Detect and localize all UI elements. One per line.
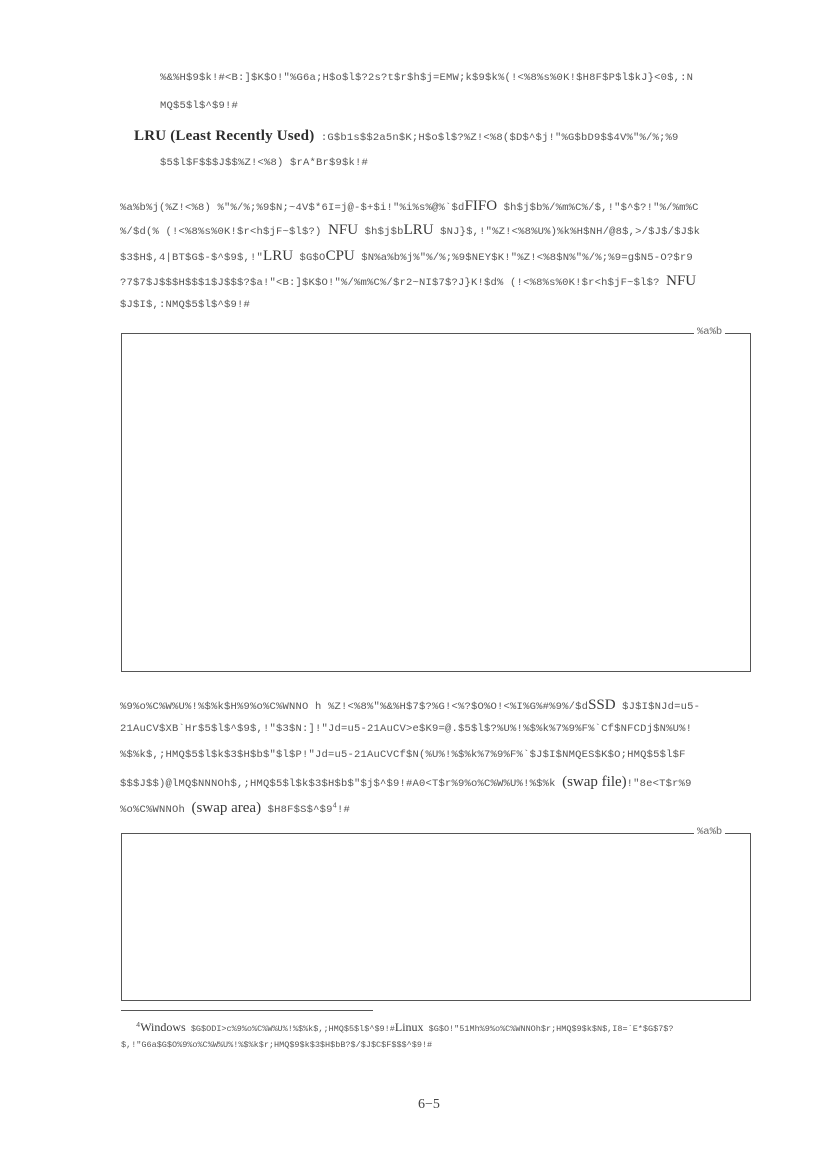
footnote-mark: 4 (136, 1022, 141, 1031)
figure-box-2 (121, 833, 751, 1001)
lru-definition-text: :G$b1s$$2a5n$K;H$o$l$?%Z!<%8( (320, 132, 510, 144)
paragraph-3-line-1 (120, 697, 700, 714)
swap-file-term: (swap file) (562, 774, 627, 790)
text-run: $G$ODI>c%9%o%C%W%U%!%$%k$,;HMQ$5$l$^$9!# (190, 1024, 395, 1034)
text-run: $NJ}$,!"%Z!<%8%U%)%k%H$NH/@8$,>/$J$/$J$k (440, 226, 701, 238)
cpu-term: CPU (325, 248, 355, 264)
paragraph-2-line-4 (120, 273, 696, 290)
windows-term: Windows (140, 1020, 186, 1034)
paragraph-2-line-5: $J$I$,:NMQ$5$l$^$9!# (120, 299, 251, 311)
page-number: 6−5 (418, 1097, 440, 1112)
nfu-term-2: NFU (666, 273, 697, 289)
paragraph-1-line-1: %&%H$9$k!#<B:]$K$O!"%G6a;H$o$l$?2s?t$r$h$j=EMW;k$9$k%(!<%8%s%0K!$H8F$P$l$kJ}<0$,:N (160, 72, 694, 84)
lru-definition-line-1 (134, 128, 678, 145)
figure-box-2-label: %a%b (694, 826, 725, 838)
paragraph-3-line-2: 21AuCV$XB`Hr$5$l$^$9$,!"$3$N:]!"Jd=u5-21AuCV>e$K9=@.$5$l$?%U%!%$%k%7%9%F%`Cf$NFCDj$N%U%! (120, 723, 693, 735)
text-run: %a%b%j(%Z!<%8) %"%/%;%9$N;~4V$*6I=j@-$+$i!"%i%s%@%`$d (120, 202, 465, 214)
text-run: $N%a%b%j%"%/%;%9$NEY$K!"%Z!<%8$N%"%/%;%9=g$N5-O?$r9 (361, 252, 693, 264)
lru-definition-text-tail: $D$^$j!"%G$bD9$$4V%"%/%;%9 (509, 132, 679, 144)
text-run: $h$j$b%/%m%C%/$,!"$^$?!"%/%m%C (503, 202, 699, 214)
paragraph-2-line-2 (120, 222, 700, 239)
paragraph-2-line-3 (120, 248, 693, 265)
text-run: $G$O (299, 252, 326, 264)
footnote-ref-4[interactable]: 4 (332, 802, 338, 811)
text-run: %o%C%WNNOh (120, 804, 186, 816)
text-run: %9%o%C%W%U%!%$%k$H%9%o%C%WNNO h %Z!<%8%"%&%H$7$?%G!<%?$O%O!<%I%G%#%9%/$d (120, 701, 589, 713)
figure-box-1-label: %a%b (694, 326, 725, 338)
text-run: $h$j$b (364, 226, 404, 238)
text-run: $$$J$$)@lMQ$NNNOh$,;HMQ$5$l$k$3$H$b$"$j$^$9!#A0<T$r%9%o%C%W%U%!%$%k (120, 778, 556, 790)
lru-term-inline: LRU (403, 222, 434, 238)
text-run: $H8F$S$^$9 (267, 804, 333, 816)
text-run: ?7$7$J$$$H$$$1$J$$$?$a!"<B:]$K$O!"%/%m%C%/$r2~NI$7$?J}K!$d% (!<%8%s%0K!$r<h$jF~$l$? (120, 277, 660, 289)
text-run: !# (337, 804, 351, 816)
text-run: !"8e<T$r%9 (626, 778, 692, 790)
lru-term-inline-2: LRU (263, 248, 294, 264)
nfu-term: NFU (328, 222, 359, 238)
linux-term: Linux (394, 1020, 424, 1034)
footnote-rule (121, 1010, 373, 1011)
footnote-line-1 (136, 1020, 674, 1035)
paragraph-3-line-5 (120, 800, 350, 817)
figure-box-1 (121, 333, 751, 672)
text-run: $3$H$,4|BT$G$-$^$9$,!" (120, 252, 264, 264)
paragraph-2-line-1 (120, 198, 699, 215)
footnote-line-2: $,!"G6a$G$O%9%o%C%W%U%!%$%k$r;HMQ$9$k$3$H$bB?$/$J$C$F$$$^$9!# (121, 1040, 433, 1050)
lru-term: LRU (Least Recently Used) (134, 128, 315, 144)
lru-definition-line-2: $5$l$F$$$J$$%Z!<%8) $rA*Br$9$k!# (160, 157, 369, 169)
text-run: $J$I$NJd=u5- (622, 701, 701, 713)
text-run: %/$d(% (!<%8%s%0K!$r<h$jF~$l$?) (120, 226, 322, 238)
paragraph-3-line-4 (120, 774, 692, 791)
paragraph-1-line-2: MQ$5$l$^$9!# (160, 100, 239, 112)
text-run: $G$O!"51Mh%9%o%C%WNNOh$r;HMQ$9$k$N$,I8=`E*$G$7$? (428, 1024, 674, 1034)
swap-area-term: (swap area) (191, 800, 262, 816)
paragraph-3-line-3: %$%k$,;HMQ$5$l$k$3$H$b$"$l$P!"Jd=u5-21AuCVCf$N(%U%!%$%k%7%9%F%`$J$I$NMQES$K$O;HMQ$5$l$F (120, 749, 686, 761)
ssd-term: SSD (588, 697, 616, 713)
fifo-term: FIFO (464, 198, 498, 214)
